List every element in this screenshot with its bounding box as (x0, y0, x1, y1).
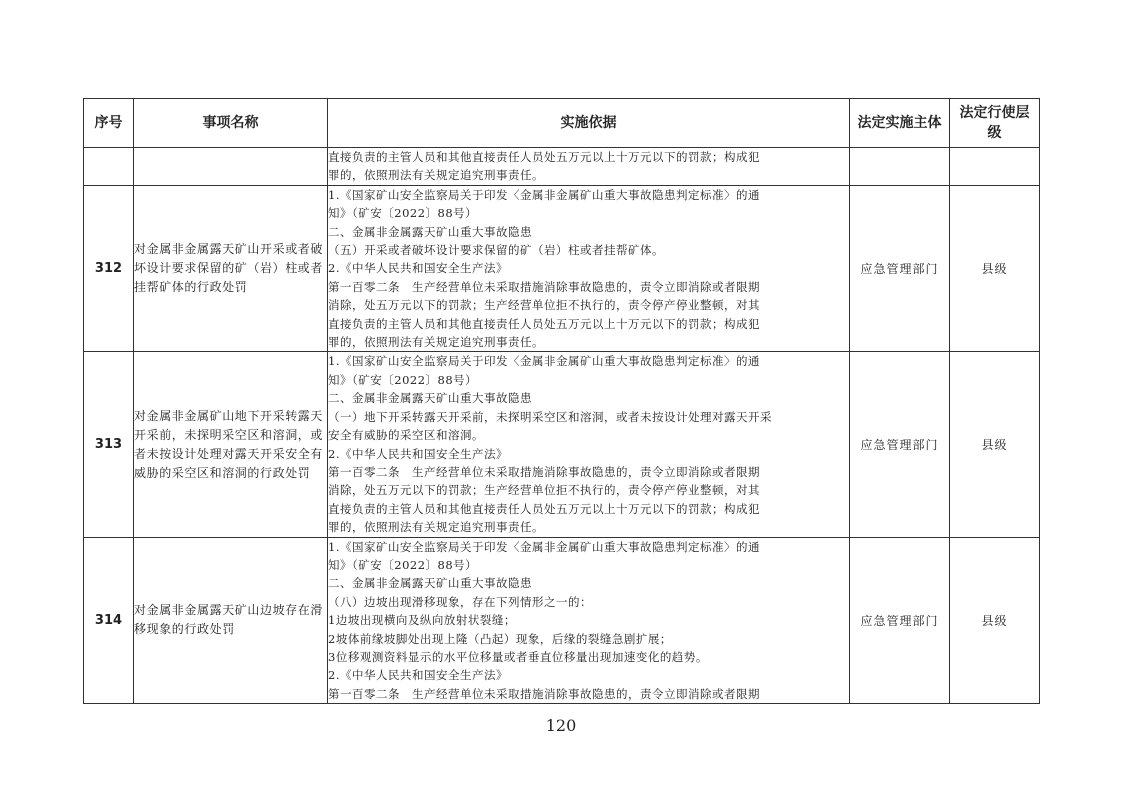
basis-line: 知》（矿安〔2022〕88号） (328, 372, 478, 387)
basis-line: 知》（矿安〔2022〕88号） (328, 557, 478, 572)
basis-line: 罪的，依照刑法有关规定追究刑事责任。 (328, 520, 544, 535)
basis-line: 第一百零二条 生产经营单位未采取措施消除事故隐患的，责令立即消除或者限期 (328, 686, 760, 701)
row-item-name: 对金属非金属露天矿山边坡存在滑移现象的行政处罚 (134, 537, 328, 704)
row-subject: 应急管理部门 (850, 537, 950, 704)
basis-line: 3位移观测资料显示的水平位移量或者垂直位移量出现加速变化的趋势。 (328, 649, 708, 664)
enforcement-table (83, 98, 1040, 704)
table-row (84, 185, 1040, 352)
row-number: 314 (84, 537, 134, 704)
row-basis (328, 537, 850, 704)
basis-line: 第一百零二条 生产经营单位未采取措施消除事故隐患的，责令立即消除或者限期 (328, 279, 760, 294)
row-level: 县级 (950, 185, 1040, 352)
row-number: 313 (84, 352, 134, 537)
row-basis (328, 185, 850, 352)
header-level: 法定行使层 级 (950, 99, 1040, 148)
basis-line: 2坡体前缘坡脚处出现上隆（凸起）现象，后缘的裂缝急剧扩展； (328, 631, 672, 646)
basis-line: 消除，处五万元以下的罚款；生产经营单位拒不执行的，责令停产停业整顿，对其 (328, 298, 760, 313)
header-number: 序号 (84, 99, 134, 148)
basis-line: 罪的，依照刑法有关规定追究刑事责任。 (328, 168, 544, 183)
continuation-level-cell (950, 148, 1040, 186)
header-subject: 法定实施主体 (850, 99, 950, 148)
basis-line: 1.《国家矿山安全监察局关于印发〈金属非金属矿山重大事故隐患判定标准〉的通 (328, 354, 760, 369)
row-subject: 应急管理部门 (850, 185, 950, 352)
page-number: 120 (545, 716, 577, 735)
continuation-name-cell (134, 148, 328, 186)
basis-line: 直接负责的主管人员和其他直接责任人员处五万元以上十万元以下的罚款；构成犯 (328, 501, 760, 516)
basis-line: 知》（矿安〔2022〕88号） (328, 206, 478, 221)
row-subject: 应急管理部门 (850, 352, 950, 537)
basis-line: 直接负责的主管人员和其他直接责任人员处五万元以上十万元以下的罚款；构成犯 (328, 150, 760, 164)
basis-line: （一）地下开采转露天开采前，未探明采空区和溶洞，或者未按设计处理对露天开采 (328, 409, 772, 424)
basis-line: （八）边坡出现滑移现象，存在下列情形之一的： (328, 594, 592, 609)
table-row-continuation (84, 148, 1040, 186)
basis-line: 二、金属非金属露天矿山重大事故隐患 (328, 224, 532, 239)
row-number: 312 (84, 185, 134, 352)
basis-line: 安全有威胁的采空区和溶洞。 (328, 428, 484, 443)
basis-line: 第一百零二条 生产经营单位未采取措施消除事故隐患的，责令立即消除或者限期 (328, 464, 760, 479)
basis-line: 2.《中华人民共和国安全生产法》 (328, 446, 508, 461)
basis-line: 2.《中华人民共和国安全生产法》 (328, 668, 508, 683)
continuation-basis-cell (328, 148, 850, 186)
basis-line: 1边坡出现横向及纵向放射状裂缝； (328, 613, 516, 628)
header-item-name: 事项名称 (134, 99, 328, 148)
row-level: 县级 (950, 352, 1040, 537)
basis-line: 罪的，依照刑法有关规定追究刑事责任。 (328, 335, 544, 350)
continuation-subject-cell (850, 148, 950, 186)
row-item-name: 对金属非金属露天矿山开采或者破坏设计要求保留的矿（岩）柱或者挂帮矿体的行政处罚 (134, 185, 328, 352)
table-row (84, 352, 1040, 537)
header-basis: 实施依据 (328, 99, 850, 148)
basis-line: 1.《国家矿山安全监察局关于印发〈金属非金属矿山重大事故隐患判定标准〉的通 (328, 187, 760, 202)
basis-line: （五）开采或者破坏设计要求保留的矿（岩）柱或者挂帮矿体。 (328, 243, 664, 258)
row-basis (328, 352, 850, 537)
basis-line: 直接负责的主管人员和其他直接责任人员处五万元以上十万元以下的罚款；构成犯 (328, 316, 760, 331)
basis-line: 消除，处五万元以下的罚款；生产经营单位拒不执行的，责令停产停业整顿，对其 (328, 483, 760, 498)
continuation-number-cell (84, 148, 134, 186)
table-row (84, 537, 1040, 704)
basis-line: 二、金属非金属露天矿山重大事故隐患 (328, 576, 532, 591)
row-level: 县级 (950, 537, 1040, 704)
basis-line: 1.《国家矿山安全监察局关于印发〈金属非金属矿山重大事故隐患判定标准〉的通 (328, 539, 760, 554)
table-header-row (84, 99, 1040, 148)
basis-line: 二、金属非金属露天矿山重大事故隐患 (328, 391, 532, 406)
row-item-name: 对金属非金属矿山地下开采转露天开采前，未探明采空区和溶洞，或者未按设计处理对露天开采安全有威胁的采空区和溶洞的行政处罚 (134, 352, 328, 537)
basis-line: 2.《中华人民共和国安全生产法》 (328, 261, 508, 276)
